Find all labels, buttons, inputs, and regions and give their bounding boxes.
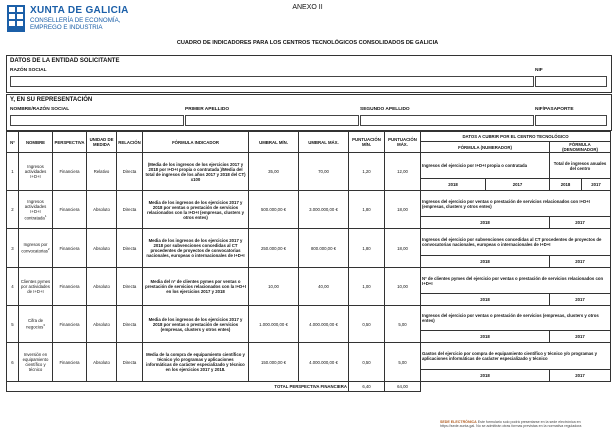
row-num: 3 [7,229,19,268]
row-denominador: Total de ingresos anuales del centro [550,153,611,179]
year-input-y2[interactable]: 2017 [550,217,611,229]
row-perspectiva: Financiera [53,268,87,306]
razon-social-input[interactable] [10,76,534,87]
year-input-y1[interactable]: 2018 [421,256,550,268]
table-row [7,229,611,256]
year-input-y1[interactable]: 2018 [421,217,550,229]
footnote-marker: 1 [44,213,47,218]
row-nombre [19,229,53,268]
year-input-y2[interactable]: 2017 [550,294,611,306]
row-unidad: Absoluto [87,229,117,268]
row-numerador: Gastos del ejercicio por compra de equipamiento científico y técnico y/o programas y aplicaciones informáticas de carácter especializado y técnico [421,343,611,370]
footer-text: Este formulario solo podrá presentarse en la sede electrónica en https://sede.xunta.gal. No se admitirán otras formas previstas en la normativa reguladora [440,420,582,429]
row-unidad: Absoluto [87,306,117,343]
year-input-dy1[interactable]: 2018 [550,179,582,191]
row-umbral-min: 250.000,00 € [249,229,299,268]
header-num: Nº [7,132,19,153]
row-unidad: Relativo [87,153,117,191]
primer-apellido-input[interactable] [185,115,359,126]
row-puntuacion-min: 1,80 [349,229,385,268]
row-puntuacion-max: 10,00 [385,268,421,306]
row-puntuacion-min: 1,20 [349,153,385,191]
row-unidad: Absoluto [87,343,117,382]
row-formula: Media de los ingresos de los ejercicios 2017 y 2018 por ventas o prestación de servicios relacionados con la I+D+I (empresas, clusters y otros entes) [143,191,249,229]
year-input-y1[interactable]: 2018 [421,370,550,382]
department-name [30,17,120,31]
row-puntuacion-max: 18,00 [385,229,421,268]
segundo-apellido-label: SEGUNDO APELLIDO [360,107,410,112]
row-unidad: Absoluto [87,191,117,229]
header-perspectiva: PERSPECTIVA [53,132,87,153]
header-relacion: RELACIÓN [117,132,143,153]
nif-label: NIF [535,68,543,73]
row-num: 5 [7,306,19,343]
header-formula: FÓRMULA INDICADOR [143,132,249,153]
header-denominador: FÓRMULA (DENOMINADOR) [550,142,611,153]
row-nombre [19,191,53,229]
row-nombre-text: Ingresos por convocatorias [21,242,48,254]
footer-note [440,420,612,428]
document-title: CUADRO DE INDICADORES PARA LOS CENTROS TECNOLÓGICOS CONSOLIDADOS DE GALICIA [176,40,439,46]
row-numerador: Ingresos del ejercicio por ventas o prestación de servicios (empresas, clusters y otros entes) [421,306,611,331]
row-puntuacion-max: 12,00 [385,153,421,191]
row-nombre-text: Ingresos actividades I+D+I contratada [24,198,47,221]
nombre-label: NOMBRE/RAZÓN SOCIAL [10,107,70,112]
row-puntuacion-min: 0,50 [349,343,385,382]
representative-heading: Y, EN SU REPRESENTACIÓN [10,97,93,103]
header-puntuacion-max: PUNTUACIÓN MÁX. [385,132,421,153]
row-formula: Media de los ingresos de los ejercicios 2017 y 2018 por ventas o prestación de servicios (empresas, clusters y otros entes) [143,306,249,343]
dept-line-1: CONSELLERÍA DE ECONOMÍA, [30,17,121,24]
table-row [7,191,611,217]
row-relacion: Directa [117,153,143,191]
segundo-apellido-input[interactable] [360,115,534,126]
total-blank [421,382,611,392]
row-num: 1 [7,153,19,191]
primer-apellido-label: PRIMER APELLIDO [185,107,230,112]
year-input-y2[interactable]: 2017 [486,179,550,191]
row-num: 4 [7,268,19,306]
row-formula: Media de los ingresos de los ejercicios 2017 y 2018 por subvenciones concedidas al CT procedentes de proyectos de convocatorias nacionales, europeas o internacionales de I+D+I [143,229,249,268]
row-nombre [19,306,53,343]
row-umbral-max: 4.000.000,00 € [299,306,349,343]
row-puntuacion-max: 5,00 [385,306,421,343]
row-perspectiva: Financiera [53,191,87,229]
row-puntuacion-max: 5,00 [385,343,421,382]
nif-input[interactable] [535,76,607,87]
header-numerador: FÓRMULA (NUMERADOR) [421,142,550,153]
annex-label: ANEXO II [292,4,323,11]
row-umbral-min: 150.000,00 € [249,343,299,382]
year-input-y1[interactable]: 2018 [421,294,550,306]
row-umbral-max: 40,00 [299,268,349,306]
row-umbral-max: 3.000.000,00 € [299,191,349,229]
header-puntuacion-min: PUNTUACIÓN MÍN. [349,132,385,153]
row-relacion: Directa [117,343,143,382]
org-name: XUNTA DE GALICIA [30,5,129,16]
row-perspectiva: Financiera [53,229,87,268]
total-label: TOTAL PERSPECTIVA FINANCIERA [7,382,349,392]
row-num: 2 [7,191,19,229]
row-formula: Media de la compra de equipamiento científico y técnico y/o programas y aplicaciones informáticas de carácter especializado y técnico en los ejercicios 2017 y 2018. [143,343,249,382]
row-umbral-min: 1.000.000,00 € [249,306,299,343]
row-umbral-min: 35,00 [249,153,299,191]
header-umbral-max: UMBRAL MÁX. [299,132,349,153]
row-nombre [19,153,53,191]
applicant-heading: DATOS DE LA ENTIDAD SOLICITANTE [10,58,120,64]
year-input-y2[interactable]: 2017 [550,370,611,382]
year-input-y2[interactable]: 2017 [550,331,611,343]
row-num: 6 [7,343,19,382]
header-umbral-min: UMBRAL MÍN. [249,132,299,153]
row-umbral-max: 800.000,00 € [299,229,349,268]
row-nombre-text: Cifra de negocios [26,318,44,330]
applicant-section [6,55,612,93]
row-relacion: Directa [117,191,143,229]
row-perspectiva: Financiera [53,153,87,191]
row-umbral-min: 500.000,00 € [249,191,299,229]
total-row [7,382,611,392]
row-nombre-text: Ingresos actividades I+D+I [24,164,47,179]
row-nombre-text: Inversión en equipamiento científico y técnico [22,352,49,372]
nif-pasaporte-label: NIF/PASAPORTE [535,107,574,112]
year-input-y1[interactable]: 2018 [421,179,486,191]
row-puntuacion-min: 1,00 [349,268,385,306]
row-formula: Media del nº de clientes pymes por ventas o prestación de servicios relacionados con la I+D+I en los ejercicios 2017 y 2018 [143,268,249,306]
row-formula: (Media de los ingresos de los ejercicios 2017 y 2018 por I+D+I propia o contratada )/Media del total de ingresos de los años 2017 y 2018 del CT) x100 [143,153,249,191]
row-umbral-max: 70,00 [299,153,349,191]
row-puntuacion-max: 18,00 [385,191,421,229]
razon-social-label: RAZÓN SOCIAL [10,68,47,73]
representative-section [6,94,612,131]
row-umbral-min: 10,00 [249,268,299,306]
row-nombre-text: Clientes pymes por actividades de I+D+I [20,279,51,294]
row-nombre [19,343,53,382]
indicators-table [6,131,611,392]
nif-pasaporte-input[interactable] [535,115,607,126]
header-nombre: NOMBRE [19,132,53,153]
table-row [7,343,611,370]
dept-line-2: EMPREGO E INDUSTRIA [30,24,103,31]
row-relacion: Directa [117,268,143,306]
row-nombre [19,268,53,306]
row-numerador: Nº de clientes pymes del ejercicio por ventas o prestación de servicios relacionados con I+D+I [421,268,611,294]
row-perspectiva: Financiera [53,343,87,382]
row-umbral-max: 4.000.000,00 € [299,343,349,382]
footnote-marker: 3 [43,323,45,328]
total-min: 6,40 [349,382,385,392]
row-puntuacion-min: 0,50 [349,306,385,343]
year-input-y1[interactable]: 2018 [421,331,550,343]
row-unidad: Absoluto [87,268,117,306]
row-relacion: Directa [117,229,143,268]
footnote-marker: 2 [47,247,50,252]
nombre-input[interactable] [10,115,184,126]
header-unidad: UNIDAD DE MEDIDA [87,132,117,153]
row-numerador: Ingresos del ejercicio por ventas o prestación de servicios relacionados con I+D+I (empresas, clusters y otros entes) [421,191,611,217]
row-perspectiva: Financiera [53,306,87,343]
year-input-y2[interactable]: 2017 [550,256,611,268]
header-datos: DATOS A CUBRIR POR EL CENTRO TECNOLÓGICO [421,132,611,142]
row-puntuacion-min: 1,80 [349,191,385,229]
table-row [7,306,611,331]
total-max: 64,00 [385,382,421,392]
row-numerador: Ingresos del ejercicio por I+D+I propia o contratada [421,153,550,179]
table-row [7,153,611,179]
year-input-dy2[interactable]: 2017 [582,179,611,191]
sede-electronica-tag: SEDE ELECTRÓNICA [440,420,477,424]
row-relacion: Directa [117,306,143,343]
row-numerador: Ingresos del ejercicio por subvenciones concedidas al CT procedentes de proyectos de convocatorias nacionales, europeas o internacionales de I+D+I [421,229,611,256]
table-row [7,268,611,294]
